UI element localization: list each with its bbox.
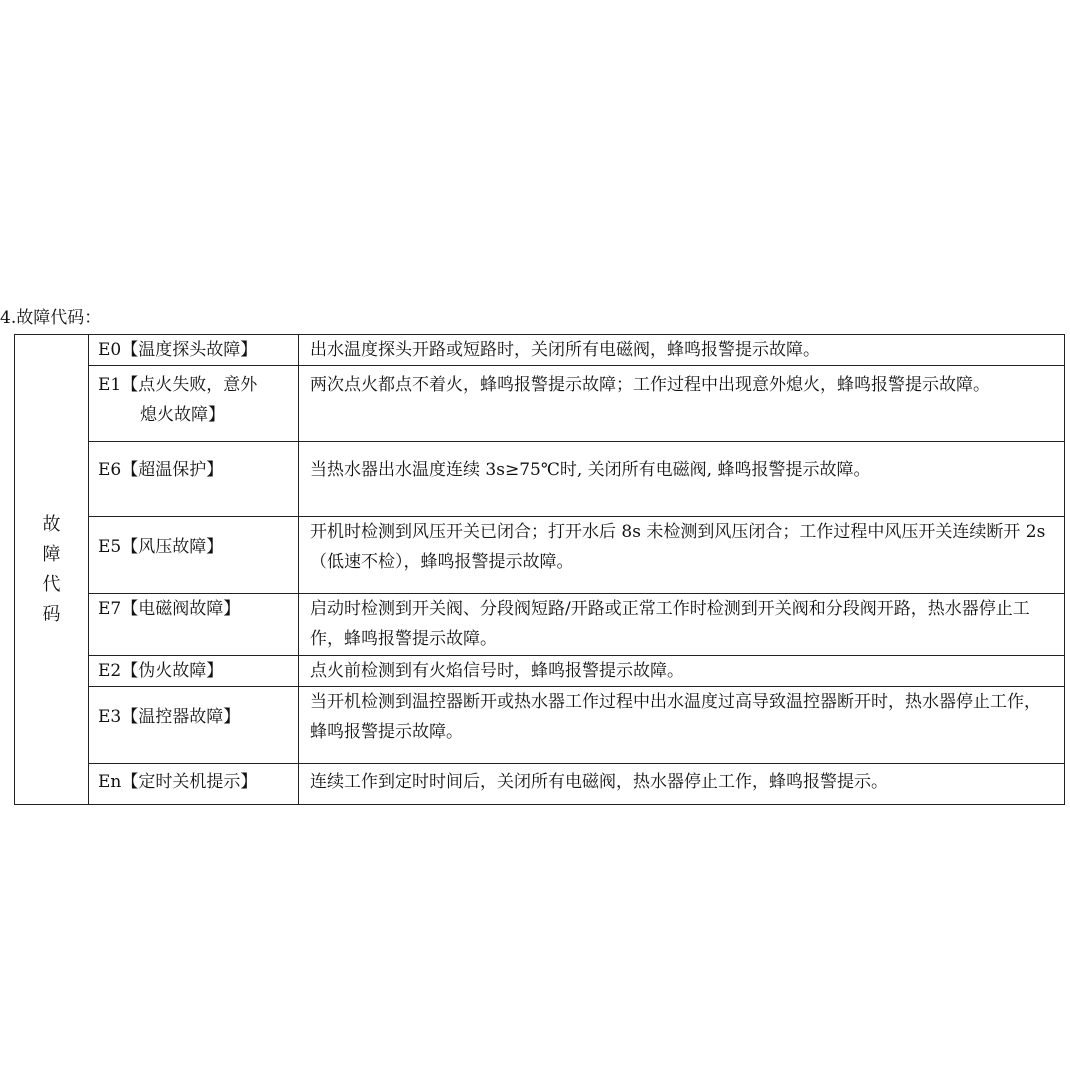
table-row-e5 [15,517,1065,594]
table-row-e6 [15,442,1065,517]
category-char: 障 [42,543,61,565]
fault-code-table [14,334,1065,805]
fault-description-cell: 启动时检测到开关阀、分段阀短路/开路或正常工作时检测到开关阀和分段阀开路，热水器停止工作，蜂鸣报警提示故障。 [299,594,1065,656]
fault-code-label-continued: 熄火故障】 [140,405,225,425]
fault-description-cell: 连续工作到定时时间后，关闭所有电磁阀，热水器停止工作，蜂鸣报警提示。 [299,764,1065,805]
fault-code-cell [89,594,299,656]
table-row-e3 [15,687,1065,764]
fault-code-cell [89,656,299,687]
table-row-en [15,764,1065,805]
fault-code-label: E5【风压故障】 [98,537,224,557]
fault-code-cell [89,764,299,805]
fault-code-label: E2【伪火故障】 [98,661,224,681]
fault-description-cell: 当热水器出水温度连续 3s≥75℃时, 关闭所有电磁阀, 蜂鸣报警提示故障。 [299,442,1065,517]
category-char: 故 [42,513,61,535]
fault-code-label: En【定时关机提示】 [98,772,258,792]
table-row-e1 [15,366,1065,442]
fault-code-cell [89,335,299,366]
table-row-e0 [15,335,1065,366]
category-cell [15,335,89,805]
fault-code-cell [89,442,299,517]
category-char: 代 [42,573,61,595]
fault-code-cell [89,687,299,764]
table-row-e7 [15,594,1065,656]
fault-code-label: E3【温控器故障】 [98,707,241,727]
fault-description-cell: 开机时检测到风压开关已闭合；打开水后 8s 未检测到风压闭合；工作过程中风压开关连续断开 2s（低速不检），蜂鸣报警提示故障。 [299,517,1065,594]
fault-code-label: E0【温度探头故障】 [98,340,258,360]
section-heading: 4.故障代码： [0,308,102,328]
category-char: 码 [42,603,61,625]
fault-code-cell [89,366,299,442]
category-label [43,510,61,630]
table-row-e2 [15,656,1065,687]
fault-code-label: E7【电磁阀故障】 [98,599,241,619]
fault-code-label: E1【点火失败，意外 [98,375,258,395]
fault-code-label: E6【超温保护】 [98,460,224,480]
fault-description-cell: 点火前检测到有火焰信号时，蜂鸣报警提示故障。 [299,656,1065,687]
fault-code-cell [89,517,299,594]
fault-description-cell: 两次点火都点不着火，蜂鸣报警提示故障；工作过程中出现意外熄火，蜂鸣报警提示故障。 [299,366,1065,442]
fault-description-cell: 当开机检测到温控器断开或热水器工作过程中出水温度过高导致温控器断开时，热水器停止工作，蜂鸣报警提示故障。 [299,687,1065,764]
fault-description-cell: 出水温度探头开路或短路时，关闭所有电磁阀，蜂鸣报警提示故障。 [299,335,1065,366]
